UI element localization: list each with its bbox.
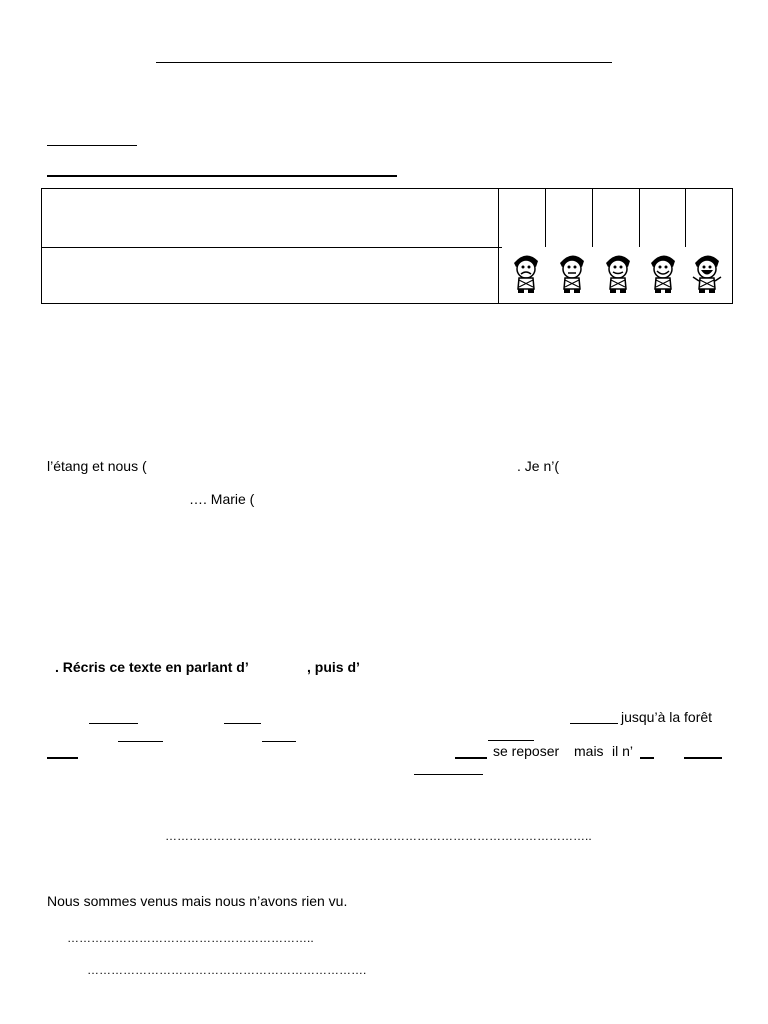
blank-line[interactable] — [118, 741, 163, 742]
blank-line[interactable] — [684, 757, 722, 759]
text-mais: mais — [574, 743, 604, 759]
face-column-divider — [639, 189, 640, 247]
face-column-divider — [685, 189, 686, 247]
section-rule — [47, 175, 397, 177]
face-very-sad-icon — [506, 249, 546, 295]
text-sentence: Nous sommes venus mais nous n’avons rien vu. — [47, 893, 348, 909]
blank-line[interactable] — [455, 757, 487, 759]
title-rule — [156, 62, 612, 63]
blank-line[interactable] — [640, 757, 654, 759]
blank-line[interactable] — [89, 723, 138, 724]
evaluation-table — [41, 188, 733, 304]
table-row-divider — [42, 247, 502, 248]
exercise-title-puis: , puis d’ — [307, 659, 360, 675]
name-rule — [47, 145, 137, 146]
dotted-answer-line[interactable]: ……………………………………………………………. — [87, 963, 367, 977]
blank-line[interactable] — [414, 774, 483, 775]
text-je-n: . Je n’( — [517, 458, 560, 474]
face-column-divider — [545, 189, 546, 247]
face-happy-icon — [643, 249, 683, 295]
text-marie: …. Marie ( — [189, 491, 255, 507]
text-etang: l’étang et nous ( — [47, 458, 147, 474]
dotted-answer-line[interactable]: …………………………………………………….. — [67, 931, 314, 945]
dotted-answer-line[interactable]: …………………………………………………………………………………………….. — [165, 829, 592, 843]
blank-line[interactable] — [262, 741, 296, 742]
exercise-title: . Récris ce texte en parlant d’ — [55, 659, 249, 675]
face-very-happy-icon — [687, 249, 727, 295]
blank-line[interactable] — [488, 740, 534, 741]
text-jusqua: jusqu’à la forêt — [621, 709, 713, 725]
face-column-divider — [592, 189, 593, 247]
face-neutral-icon — [598, 249, 638, 295]
face-thinking-icon — [552, 249, 592, 295]
table-column-divider — [498, 189, 499, 303]
blank-line[interactable] — [570, 723, 618, 724]
text-il-n: il n’ — [612, 743, 634, 759]
blank-line[interactable] — [47, 757, 78, 759]
blank-line[interactable] — [224, 723, 261, 724]
text-se-reposer: se reposer — [493, 743, 560, 759]
